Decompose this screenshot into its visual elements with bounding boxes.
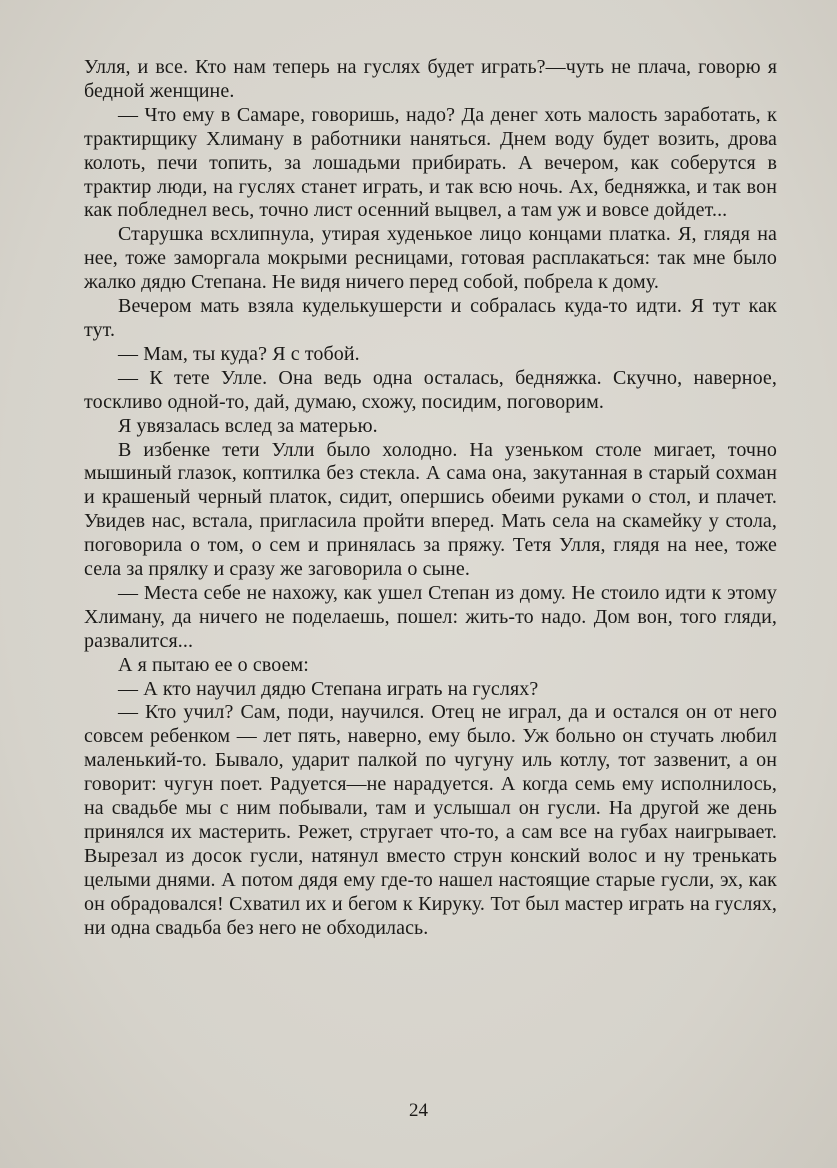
paragraph: — Места себе не нахожу, как ушел Степан из дому. Не стоило идти к этому Хлиману, да ничего не поделаешь, пошел: жить-то надо. Дом вон, того гляди, развалится... [84,581,777,652]
paragraph: Вечером мать взяла куделькушерсти и собралась куда-то идти. Я тут как тут. [84,295,777,341]
paragraph: — Кто учил? Сам, поди, научился. Отец не играл, да и остался он от него совсем ребенком — лет пять, наверно, ему было. Уж больно он стучать любил маленький-то. Бывало, ударит палкой по чугуну иль котлу, тот зазвенит, а он говорит: чугун поет. Радуется—не нарадуется. А когда семь ему исполнилось, на свадьбе мы с ним побывали, там и услышал он гусли. На другой же день принялся их мастерить. Режет, стругает что-то, а сам все на губах наигрывает. Вырезал из досок гусли, натянул вместо струн конский волос и ну тренькать целыми днями. А потом дядя ему где-то нашел настоящие старые гусли, эх, как он обрадовался! Схватил их и бегом к Кируку. Тот был мастер играть на гуслях, ни одна свадьба без него не обходилась. [84,701,777,939]
paragraph: Старушка всхлипнула, утирая худенькое лицо концами платка. Я, глядя на нее, тоже заморгала мокрыми ресницами, готовая расплакаться: так мне было жалко дядю Степана. Не видя ничего перед собой, побрела к дому. [84,223,777,294]
paragraph: — К тете Улле. Она ведь одна осталась, бедняжка. Скучно, наверное, тоскливо одной-то, дай, думаю, схожу, посидим, поговорим. [84,366,777,413]
paragraph: В избенке тети Улли было холодно. На узеньком столе мигает, точно мышиный глазок, коптилка без стекла. А сама она, закутанная в старый сохман и крашеный черный платок, сидит, опершись обеими руками о стол, и плачет. Увидев нас, встала, пригласила пройти вперед. Мать села на скамейку у стола, поговорила о том, о сем и принялась за пряжу. Тетя Улля, глядя на нее, тоже села за прялку и сразу же заговорила о сыне. [84,438,777,581]
paragraph: А я пытаю ее о своем: [118,653,309,676]
paragraph: — Что ему в Самаре, говоришь, надо? Да денег хоть малость заработать, к трактирщику Хлиману в работники наняться. Днем воду будет возить, дрова колоть, печи топить, за лошадьми прибирать. А вечером, как соберутся в трактир люди, на гуслях станет играть, и так всю ночь. Ах, бедняжка, и так вон как побледнел весь, точно лист осенний выцвел, а там уж и вовсе дойдет... [84,103,777,222]
paragraph: — А кто научил дядю Степана играть на гуслях? [118,677,539,700]
paragraph: Улля, и все. Кто нам теперь на гуслях будет играть?—чуть не плача, говорю я бедной женщине. [84,56,777,102]
page-text [84,56,777,941]
paragraph: Я увязалась вслед за матерью. [118,414,378,437]
paragraph: — Мам, ты куда? Я с тобой. [118,342,360,365]
page-number: 24 [409,1100,428,1121]
